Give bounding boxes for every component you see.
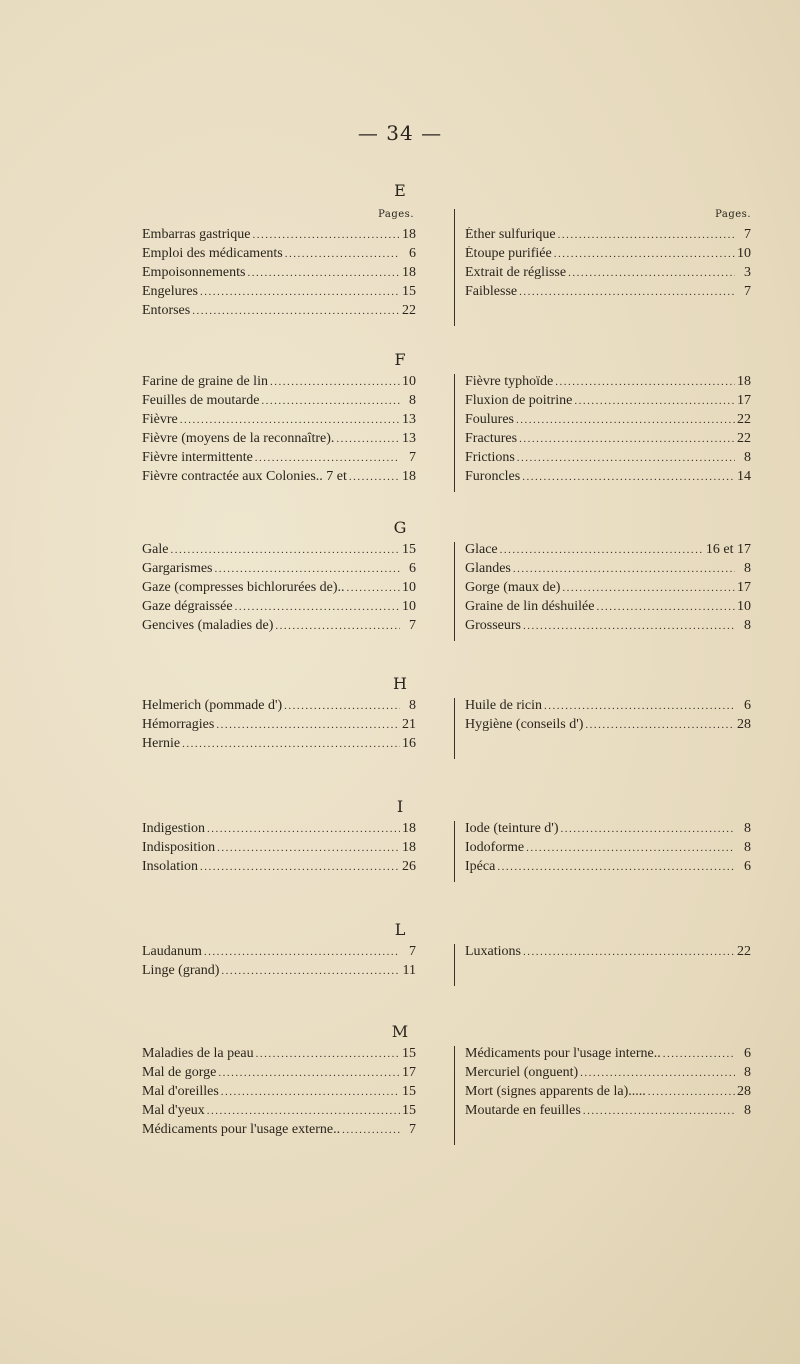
index-entry <box>465 1103 751 1122</box>
index-entry <box>465 859 751 878</box>
dot-leader <box>574 395 735 407</box>
column-divider <box>454 821 455 882</box>
index-entry <box>142 284 416 303</box>
entry-label: Indigestion <box>142 821 205 836</box>
entry-label: Étoupe purifiée <box>465 246 552 261</box>
dot-leader <box>182 738 400 750</box>
entry-page-number: 15 <box>402 1046 416 1061</box>
dot-leader <box>192 305 400 317</box>
entry-label: Fièvre contractée aux Colonies.. 7 et <box>142 469 347 484</box>
entry-label: Hémorragies <box>142 717 215 732</box>
entry-page-number: 8 <box>409 698 416 713</box>
entry-page-number: 15 <box>402 1084 416 1099</box>
section-i-right-column <box>465 821 751 878</box>
entry-label: Engelures <box>142 284 198 299</box>
column-divider <box>454 374 455 492</box>
dot-leader <box>580 1067 735 1079</box>
entry-page-number: 8 <box>409 393 416 408</box>
entry-page-number: 7 <box>409 1122 416 1137</box>
index-entry <box>465 374 751 393</box>
entry-label: Mort (signes apparents de la)..... <box>465 1084 646 1099</box>
entry-page-number: 10 <box>402 374 416 389</box>
index-entry <box>465 698 751 717</box>
dot-leader <box>215 563 401 575</box>
entry-label: Mal d'oreilles <box>142 1084 219 1099</box>
dot-leader <box>256 1048 400 1060</box>
index-entry <box>142 717 416 736</box>
dot-leader <box>517 452 735 464</box>
dot-leader <box>336 433 400 445</box>
entry-page-number: 18 <box>402 265 416 280</box>
dot-leader <box>200 861 400 873</box>
entry-label: Laudanum <box>142 944 202 959</box>
index-entry <box>142 227 416 246</box>
entry-page-number: 8 <box>744 840 751 855</box>
section-m-left-column <box>142 1046 416 1141</box>
entry-label: Entorses <box>142 303 191 318</box>
index-entry <box>142 469 416 488</box>
entry-page-number: 15 <box>402 542 416 557</box>
index-entry <box>142 580 416 599</box>
pages-heading: Pages. <box>715 209 751 220</box>
index-entry <box>142 1122 416 1141</box>
pages-heading: Pages. <box>378 209 414 220</box>
entry-page-number: 18 <box>402 840 416 855</box>
section-e-left-column <box>142 209 416 322</box>
index-entry <box>465 542 751 561</box>
entry-label: Médicaments pour l'usage externe.. <box>142 1122 341 1137</box>
index-entry <box>142 1046 416 1065</box>
section-f-right-column <box>465 374 751 488</box>
dot-leader <box>519 286 735 298</box>
dot-leader <box>349 471 400 483</box>
entry-label: Mercuriel (onguent) <box>465 1065 579 1080</box>
index-entry <box>465 580 751 599</box>
index-entry <box>142 265 416 284</box>
dot-leader <box>523 946 735 958</box>
index-entry <box>465 1065 751 1084</box>
dot-leader <box>235 601 400 613</box>
entry-label: Hygiène (conseils d') <box>465 717 584 732</box>
entry-label: Gaze (compresses bichlorurées de).. <box>142 580 345 595</box>
entry-page-number: 22 <box>737 431 751 446</box>
dot-leader <box>218 1067 400 1079</box>
entry-page-number: 18 <box>402 469 416 484</box>
index-entry <box>465 840 751 859</box>
entry-label: Graine de lin déshuilée <box>465 599 595 614</box>
index-entry <box>142 374 416 393</box>
entry-label: Gale <box>142 542 169 557</box>
dot-leader <box>285 248 400 260</box>
entry-page-number: 14 <box>737 469 751 484</box>
index-entry <box>465 431 751 450</box>
dot-leader <box>221 1086 400 1098</box>
entry-label: Ipéca <box>465 859 496 874</box>
entry-page-number: 21 <box>402 717 416 732</box>
column-divider <box>454 209 455 326</box>
entry-label: Farine de graine de lin <box>142 374 268 389</box>
index-entry <box>465 265 751 284</box>
dot-leader <box>221 965 400 977</box>
entry-page-number: 6 <box>409 246 416 261</box>
column-divider <box>454 698 455 759</box>
dot-leader <box>583 1105 735 1117</box>
dot-leader <box>558 229 735 241</box>
column-divider <box>454 944 455 986</box>
dot-leader <box>526 842 735 854</box>
dot-leader <box>554 248 735 260</box>
index-entry <box>465 1084 751 1103</box>
entry-label: Grosseurs <box>465 618 521 633</box>
dot-leader <box>252 229 400 241</box>
entry-label: Gaze dégraissée <box>142 599 233 614</box>
entry-page-number: 8 <box>744 1103 751 1118</box>
entry-label: Frictions <box>465 450 515 465</box>
dot-leader <box>544 700 735 712</box>
entry-page-number: 15 <box>402 284 416 299</box>
entry-page-number: 10 <box>737 246 751 261</box>
entry-label: Gorge (maux de) <box>465 580 561 595</box>
entry-label: Fièvre intermittente <box>142 450 253 465</box>
index-entry <box>465 618 751 637</box>
dot-leader <box>204 946 400 958</box>
index-entry <box>465 469 751 488</box>
index-entry <box>142 393 416 412</box>
entry-page-number: 10 <box>737 599 751 614</box>
section-letter-i: I <box>396 797 404 816</box>
entry-page-number: 17 <box>737 393 751 408</box>
entry-label: Mal d'yeux <box>142 1103 205 1118</box>
entry-page-number: 7 <box>409 944 416 959</box>
entry-label: Foulures <box>465 412 514 427</box>
section-h-right-column <box>465 698 751 755</box>
entry-label: Helmerich (pommade d') <box>142 698 283 713</box>
dot-leader <box>516 414 735 426</box>
entry-label: Glandes <box>465 561 511 576</box>
entry-page-number: 26 <box>402 859 416 874</box>
entry-page-number: 22 <box>737 412 751 427</box>
entry-page-number: 16 <box>402 736 416 751</box>
entry-label: Gargarismes <box>142 561 213 576</box>
dot-leader <box>180 414 400 426</box>
dot-leader <box>284 700 400 712</box>
entry-label: Médicaments pour l'usage interne.. <box>465 1046 661 1061</box>
page-number: — 34 — <box>357 121 443 145</box>
entry-label: Luxations <box>465 944 521 959</box>
section-letter-e: E <box>394 181 406 200</box>
entry-label: Iode (teinture d') <box>465 821 559 836</box>
entry-page-number: 17 <box>737 580 751 595</box>
index-entry <box>465 450 751 469</box>
entry-label: Insolation <box>142 859 198 874</box>
index-entry <box>142 618 416 637</box>
section-m-right-column <box>465 1046 751 1141</box>
entry-page-number: 13 <box>402 431 416 446</box>
dot-leader <box>247 267 400 279</box>
entry-page-number: 22 <box>737 944 751 959</box>
entry-label: Maladies de la peau <box>142 1046 254 1061</box>
section-letter-g: G <box>393 518 407 537</box>
entry-label: Indisposition <box>142 840 216 855</box>
section-g-left-column <box>142 542 416 637</box>
section-letter-f: F <box>394 350 406 369</box>
entry-label: Moutarde en feuilles <box>465 1103 581 1118</box>
entry-label: Linge (grand) <box>142 963 220 978</box>
entry-label: Iodoforme <box>465 840 525 855</box>
section-h-left-column <box>142 698 416 755</box>
entry-label: Faiblesse <box>465 284 518 299</box>
entry-page-number: 7 <box>409 450 416 465</box>
entry-label: Éther sulfurique <box>465 227 556 242</box>
section-g-right-column <box>465 542 751 637</box>
dot-leader <box>523 620 735 632</box>
entry-page-number: 10 <box>402 599 416 614</box>
dot-leader <box>555 376 735 388</box>
entry-label: Gencives (maladies de) <box>142 618 274 633</box>
index-entry <box>465 227 751 246</box>
dot-leader <box>648 1086 735 1098</box>
dot-leader <box>513 563 735 575</box>
entry-page-number: 3 <box>744 265 751 280</box>
entry-page-number: 22 <box>402 303 416 318</box>
dot-leader <box>342 1124 400 1136</box>
dot-leader <box>500 544 704 556</box>
entry-page-number: 11 <box>402 963 416 978</box>
section-letter-h: H <box>393 674 407 693</box>
entry-label: Feuilles de moutarde <box>142 393 260 408</box>
entry-page-number: 8 <box>744 1065 751 1080</box>
entry-page-number: 8 <box>744 561 751 576</box>
dot-leader <box>562 582 735 594</box>
entry-page-number: 28 <box>737 717 751 732</box>
index-entry <box>142 542 416 561</box>
entry-label: Huile de ricin <box>465 698 542 713</box>
index-entry <box>465 561 751 580</box>
entry-label: Furoncles <box>465 469 521 484</box>
dot-leader <box>519 433 735 445</box>
entry-page-number: 18 <box>402 227 416 242</box>
dot-leader <box>560 823 735 835</box>
index-entry <box>142 859 416 878</box>
index-entry <box>142 963 416 982</box>
entry-page-number: 7 <box>744 284 751 299</box>
entry-label: Fièvre <box>142 412 178 427</box>
entry-label: Hernie <box>142 736 181 751</box>
entry-page-number: 6 <box>744 859 751 874</box>
entry-label: Mal de gorge <box>142 1065 217 1080</box>
index-entry <box>142 599 416 618</box>
entry-page-number: 8 <box>744 450 751 465</box>
dot-leader <box>347 582 400 594</box>
dot-leader <box>596 601 735 613</box>
column-divider <box>454 1046 455 1145</box>
index-entry <box>465 284 751 303</box>
dot-leader <box>216 719 400 731</box>
entry-page-number: 6 <box>744 698 751 713</box>
entry-label: Fluxion de poitrine <box>465 393 573 408</box>
dot-leader <box>497 861 735 873</box>
index-entry <box>142 303 416 322</box>
entry-page-number: 16 et 17 <box>705 542 751 557</box>
entry-page-number: 18 <box>737 374 751 389</box>
index-entry <box>142 1084 416 1103</box>
index-entry <box>142 1065 416 1084</box>
dot-leader <box>207 1105 400 1117</box>
section-l-left-column <box>142 944 416 982</box>
section-e-right-column <box>465 209 751 322</box>
entry-page-number: 28 <box>737 1084 751 1099</box>
entry-page-number: 8 <box>744 821 751 836</box>
index-entry <box>142 431 416 450</box>
entry-page-number: 15 <box>402 1103 416 1118</box>
dot-leader <box>170 544 400 556</box>
entry-page-number: 10 <box>402 580 416 595</box>
entry-label: Extrait de réglisse <box>465 265 567 280</box>
dot-leader <box>585 719 735 731</box>
dot-leader <box>270 376 400 388</box>
index-entry <box>142 736 416 755</box>
dot-leader <box>568 267 735 279</box>
index-entry <box>142 944 416 963</box>
dot-leader <box>200 286 400 298</box>
column-divider <box>454 542 455 641</box>
section-i-left-column <box>142 821 416 878</box>
entry-label: Embarras gastrique <box>142 227 251 242</box>
entry-label: Fractures <box>465 431 518 446</box>
entry-page-number: 13 <box>402 412 416 427</box>
index-entry <box>142 246 416 265</box>
entry-label: Fièvre (moyens de la reconnaître). <box>142 431 335 446</box>
index-entry <box>142 698 416 717</box>
index-entry <box>465 599 751 618</box>
index-entry <box>465 717 751 736</box>
index-entry <box>142 450 416 469</box>
dot-leader <box>275 620 400 632</box>
entry-page-number: 8 <box>744 618 751 633</box>
section-letter-m: M <box>391 1022 409 1041</box>
section-letter-l: L <box>394 920 406 939</box>
section-f-left-column <box>142 374 416 488</box>
dot-leader <box>261 395 400 407</box>
dot-leader <box>217 842 400 854</box>
dot-leader <box>663 1048 735 1060</box>
index-entry <box>465 412 751 431</box>
entry-label: Emploi des médicaments <box>142 246 283 261</box>
index-entry <box>465 393 751 412</box>
entry-page-number: 7 <box>409 618 416 633</box>
index-entry <box>465 246 751 265</box>
entry-page-number: 6 <box>409 561 416 576</box>
index-entry <box>142 412 416 431</box>
index-entry <box>465 944 751 963</box>
index-entry <box>142 561 416 580</box>
index-entry <box>465 821 751 840</box>
index-entry <box>142 840 416 859</box>
dot-leader <box>255 452 400 464</box>
index-entry <box>142 821 416 840</box>
entry-page-number: 18 <box>402 821 416 836</box>
entry-page-number: 6 <box>744 1046 751 1061</box>
entry-label: Glace <box>465 542 498 557</box>
index-entry <box>465 1046 751 1065</box>
section-l-right-column <box>465 944 751 982</box>
index-entry <box>142 1103 416 1122</box>
entry-page-number: 7 <box>744 227 751 242</box>
entry-label: Empoisonnements <box>142 265 246 280</box>
dot-leader <box>207 823 400 835</box>
dot-leader <box>522 471 735 483</box>
entry-page-number: 17 <box>402 1065 416 1080</box>
entry-label: Fièvre typhoïde <box>465 374 554 389</box>
